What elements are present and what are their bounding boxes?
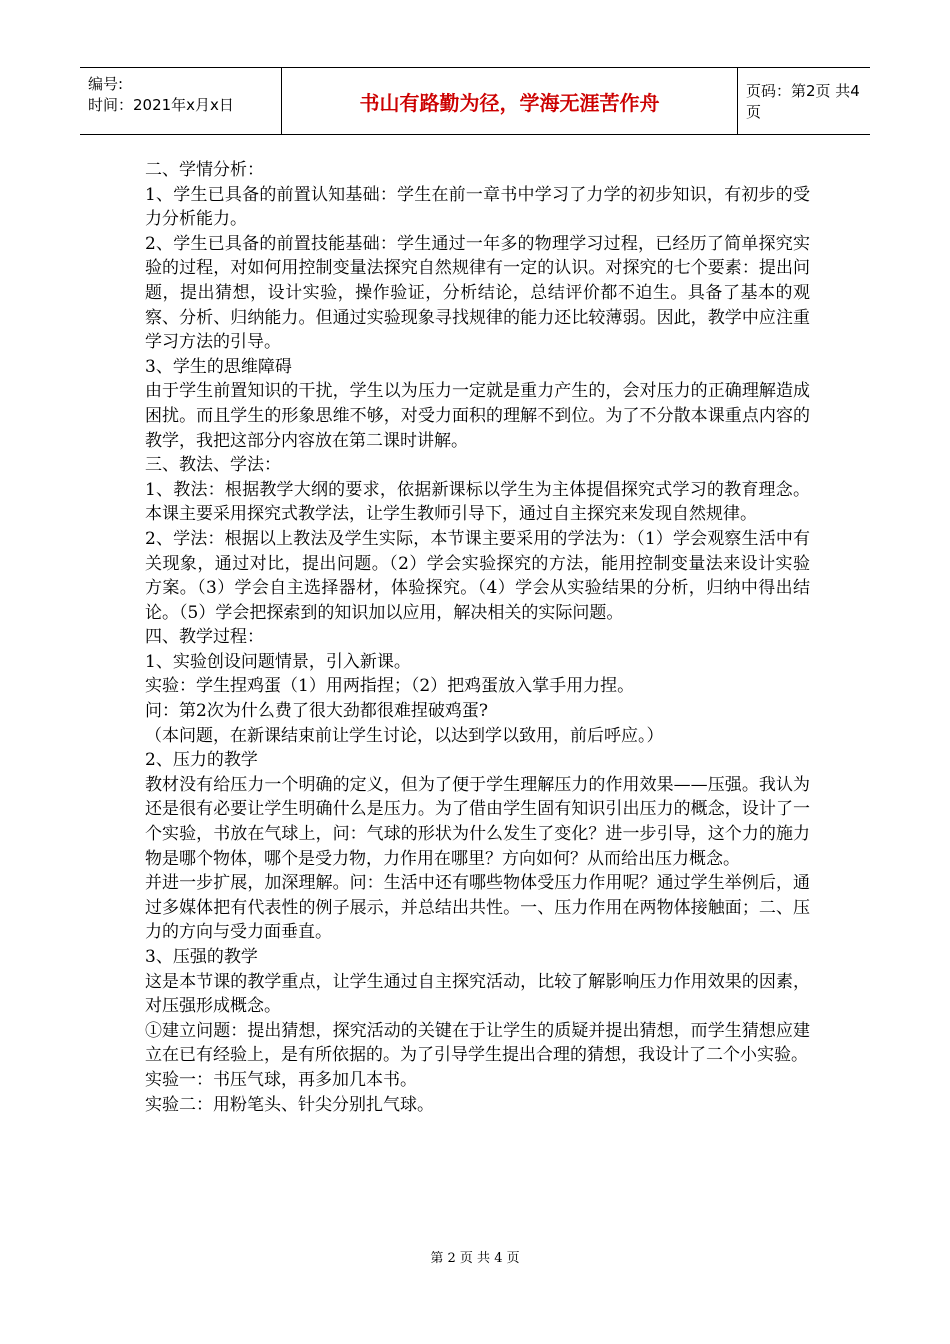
paragraph: 实验：学生捏鸡蛋（1）用两指捏；（2）把鸡蛋放入掌手用力捏。 xyxy=(145,676,635,697)
header-motto: 书山有路勤为径，学海无涯苦作舟 xyxy=(282,68,738,134)
serial-label: 编号: xyxy=(88,75,124,93)
paragraph: 1、实验创设问题情景，引入新课。 xyxy=(145,651,411,672)
section-heading: 四、教学过程： xyxy=(145,627,264,648)
time-label: 时间：2021年x月x日 xyxy=(88,96,234,114)
paragraph: 1、教法：根据教学大纲的要求，依据新课标以学生为主体提倡探究式学习的教育理念。本课主要采用探究式教学法，让学生教师引导下，通过自主探究来发现自然规律。 xyxy=(145,479,810,525)
paragraph: ①建立问题：提出猜想，探究活动的关键在于让学生的质疑并提出猜想，而学生猜想应建立在已有经验上，是有所依据的。为了引导学生提出合理的猜想，我设计了二个小实验。 xyxy=(145,1020,810,1066)
paragraph: 问：第2次为什么费了很大劲都很难捏破鸡蛋? xyxy=(145,701,488,722)
section-heading: 二、学情分析： xyxy=(145,160,264,180)
paragraph: 并进一步扩展，加深理解。问：生活中还有哪些物体受压力作用呢？通过学生举例后，通过多媒体把有代表性的例子展示，并总结出共性。一、压力作用在两物体接触面；二、压力的方向与受力面垂直。 xyxy=(145,873,810,943)
paragraph: 3、压强的教学 xyxy=(145,947,258,967)
header-page-info: 页码：第2页 共4页 xyxy=(746,82,860,121)
paragraph: 2、学生已具备的前置技能基础：学生通过一年多的物理学习过程，已经历了简单探究实验的过程，对如何用控制变量法探究自然规律有一定的认识。对探究的七个要素：提出问题，提出猜想，设计实验，操作验证，分析结论，总结评价都不迫生。具备了基本的观察、分析、归纳能力。但通过实验现象寻找规律的能力还比较薄弱。因此，教学中应注重学习方法的引导。 xyxy=(145,233,810,353)
paragraph: （本问题，在新课结束前让学生讨论，以达到学以致用，前后呼应。） xyxy=(145,725,664,746)
document-header xyxy=(80,67,870,135)
paragraph: 3、学生的思维障碍 xyxy=(145,356,292,377)
paragraph: 教材没有给压力一个明确的定义，但为了便于学生理解压力的作用效果——压强。我认为还是很有必要让学生明确什么是压力。为了借由学生固有知识引出压力的概念，设计了一个实验，书放在气球上，问：气球的形状为什么发生了变化？进一步引导，这个力的施力物是哪个物体，哪个是受力物，力作用在哪里？方向如何？从而给出压力概念。 xyxy=(145,774,810,869)
paragraph: 1、学生已具备的前置认知基础：学生在前一章书中学习了力学的初步知识，有初步的受力分析能力。 xyxy=(145,184,810,230)
paragraph: 由于学生前置知识的干扰，学生以为压力一定就是重力产生的，会对压力的正确理解造成困扰。而且学生的形象思维不够，对受力面积的理解不到位。为了不分散本课重点内容的教学，我把这部分内容放在第二课时讲解。 xyxy=(145,381,810,451)
document-body xyxy=(145,158,810,1117)
paragraph: 实验二：用粉笔头、针尖分别扎气球。 xyxy=(145,1094,434,1115)
section-heading: 三、教法、学法： xyxy=(145,455,281,476)
header-meta xyxy=(80,68,282,134)
page-footer: 第 2 页 共 4 页 xyxy=(430,1251,520,1266)
paragraph: 实验一：书压气球，再多加几本书。 xyxy=(145,1069,417,1090)
paragraph: 2、学法：根据以上教法及学生实际，本节课主要采用的学法为：（1）学会观察生活中有关现象，通过对比，提出问题。（2）学会实验探究的方法，能用控制变量法来设计实验方案。（3）学会自主选择器材，体验探究。（4）学会从实验结果的分析，归纳中得出结论。（5）学会把探索到的知识加以应用，解决相关的实际问题。 xyxy=(145,528,810,623)
paragraph: 2、压力的教学 xyxy=(145,750,258,771)
paragraph: 这是本节课的教学重点，让学生通过自主探究活动，比较了解影响压力作用效果的因素，对压强形成概念。 xyxy=(145,971,810,1017)
